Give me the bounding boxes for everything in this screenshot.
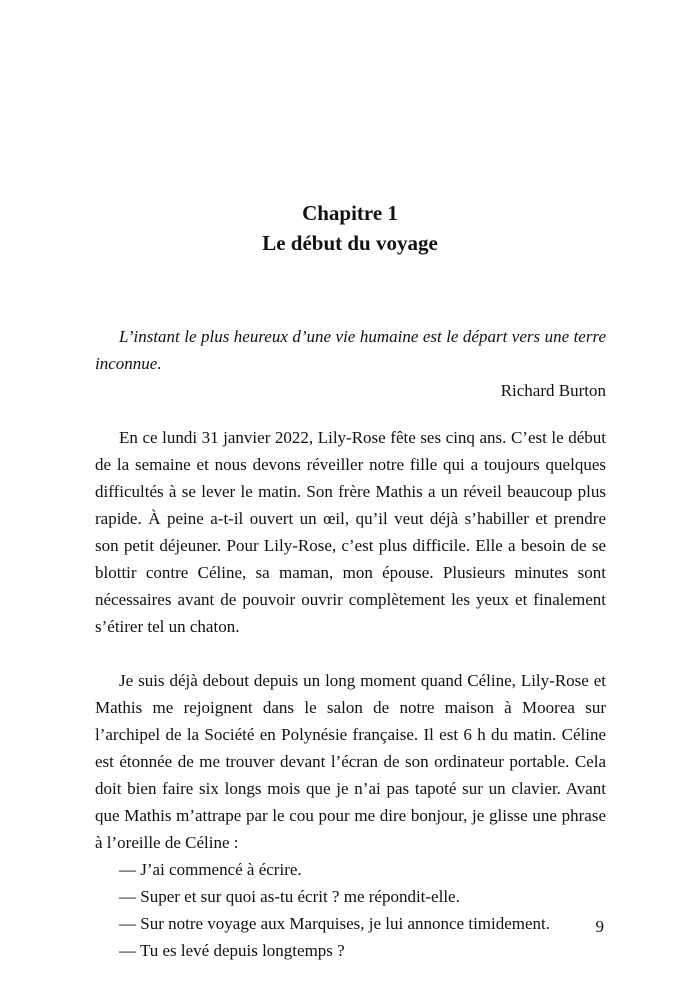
dialogue-line: — Tu es levé depuis longtemps ?: [119, 941, 345, 960]
dialogue-line: — Super et sur quoi as-tu écrit ? me répondit-elle.: [119, 887, 460, 906]
paragraph: Je suis déjà debout depuis un long moment quand Céline, Lily-Rose et Mathis me rejoignent dans le salon de notre maison à Moorea sur l’archipel de la Société en Polynésie française. Il est 6 h du matin. Céline est étonnée de me trouver devant l’écran de son ordinateur portable. Cela doit bien faire six longs mois que je n’ai pas tapoté sur un clavier. Avant que Mathis m’attrape par le cou pour me dire bonjour, je glisse une phrase à l’oreille de Céline :: [95, 671, 606, 852]
page-number: 9: [595, 917, 604, 936]
dialogue-line: — Sur notre voyage aux Marquises, je lui annonce timidement.: [119, 914, 551, 933]
dialogue-line: — J’ai commencé à écrire.: [119, 860, 302, 879]
epigraph-author: Richard Burton: [500, 381, 606, 400]
body-text: [95, 424, 606, 964]
paragraph: En ce lundi 31 janvier 2022, Lily-Rose fête ses cinq ans. C’est le début de la semaine et nous devons réveiller notre fille qui a toujours quelques difficultés à se lever le matin. Son frère Mathis a un réveil beaucoup plus rapide. À peine a-t-il ouvert un œil, qu’il veut déjà s’habiller et prendre son petit déjeuner. Pour Lily-Rose, c’est plus difficile. Elle a besoin de se blottir contre Céline, sa maman, mon épouse. Plusieurs minutes sont nécessaires avant de pouvoir ouvrir complètement les yeux et finalement s’étirer tel un chaton.: [95, 428, 606, 636]
chapter-heading: [0, 198, 700, 258]
chapter-number: Chapitre 1: [302, 201, 398, 225]
epigraph-quote: L’instant le plus heureux d’une vie humaine est le départ vers une terre inconnue.: [95, 327, 606, 373]
chapter-title: Le début du voyage: [262, 231, 438, 255]
epigraph: [95, 323, 606, 404]
